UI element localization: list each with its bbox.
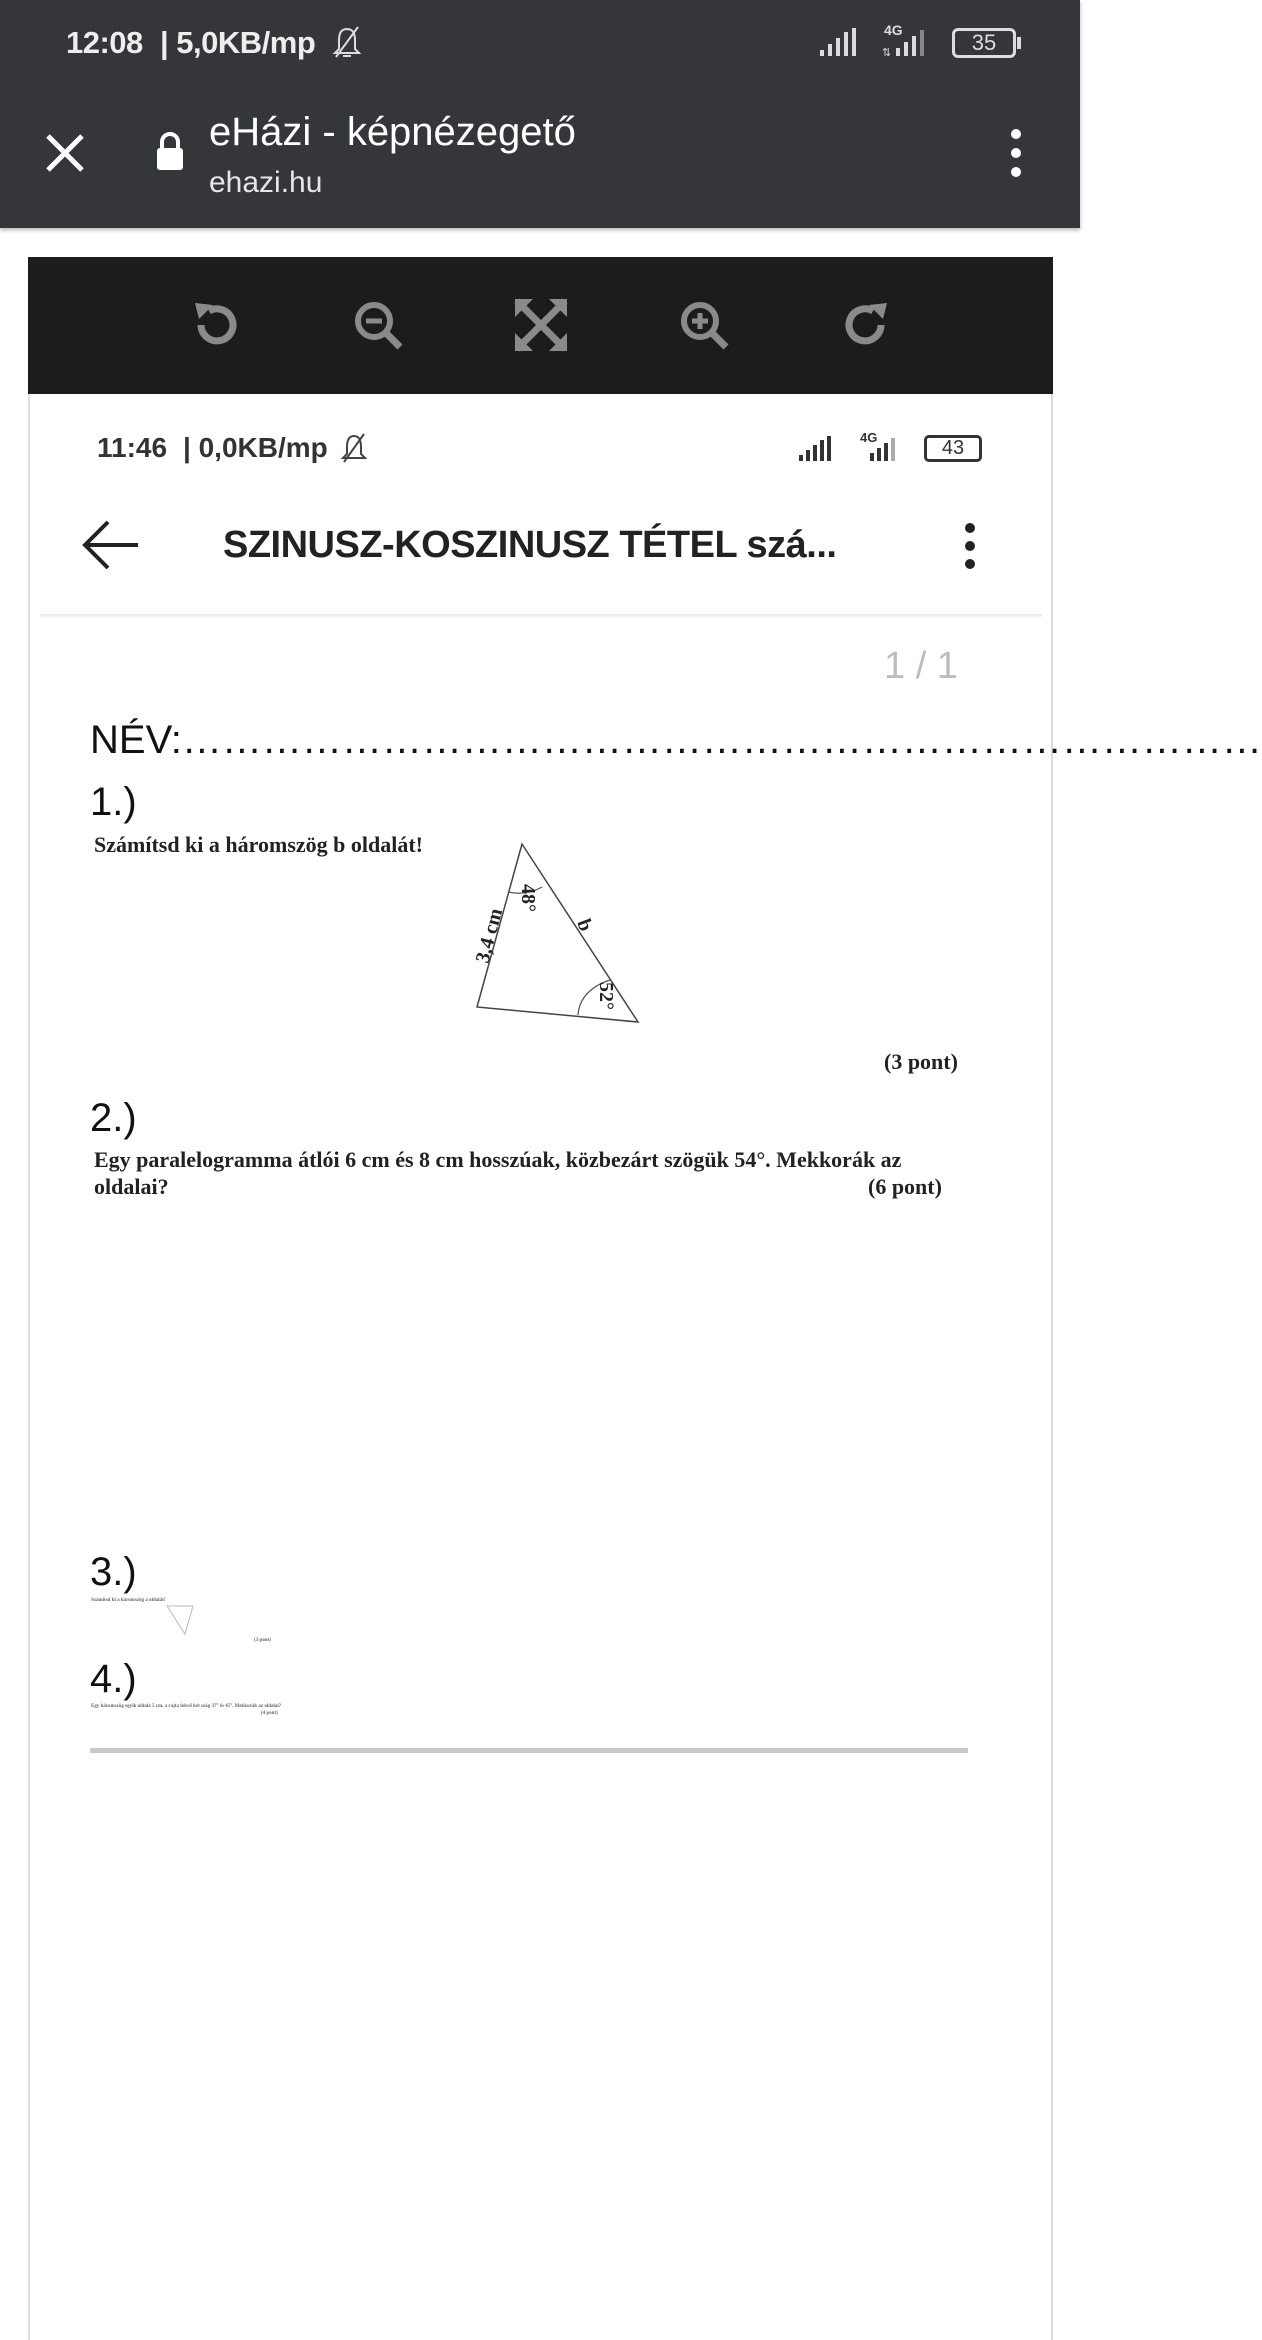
question-3-number: 3.) xyxy=(90,1550,137,1594)
back-arrow-icon[interactable] xyxy=(82,520,140,570)
rotate-left-icon[interactable] xyxy=(182,292,248,358)
bell-off-icon xyxy=(332,25,362,59)
browser-title: eHázi - képnézegető xyxy=(209,110,576,154)
side-left-label: 3,4 cm xyxy=(471,905,508,966)
zoom-out-icon[interactable] xyxy=(345,292,411,358)
question-3-points: (3 pont) xyxy=(254,1638,271,1643)
svg-text:⇅: ⇅ xyxy=(882,47,892,59)
question-4-text: Egy háromszög egyik oldala 5 cm, a rajta fekvő két szög 37° és 45°. Mekkorák az oldalai? xyxy=(91,1704,282,1709)
name-field-line: NÉV:……………………………………………………………………… xyxy=(90,718,1262,762)
browser-url[interactable]: ehazi.hu xyxy=(209,166,323,199)
battery-icon xyxy=(952,28,1016,58)
side-b-label: b xyxy=(572,916,597,935)
inner-battery-level: 43 xyxy=(941,437,965,459)
signal-4g-icon xyxy=(882,28,938,58)
question-2-points: (6 pont) xyxy=(868,1174,942,1199)
page-counter: 1 / 1 xyxy=(884,645,958,687)
close-icon[interactable] xyxy=(44,132,86,174)
inner-signal-4g-icon xyxy=(856,436,906,462)
fit-screen-icon[interactable] xyxy=(508,292,574,358)
inner-status-time: 11:46 xyxy=(97,432,168,463)
question-1-number: 1.) xyxy=(90,780,137,824)
more-options-icon[interactable] xyxy=(1006,128,1026,178)
status-net-speed: | 5,0KB/mp xyxy=(160,25,316,60)
app-bar-divider xyxy=(40,614,1042,618)
signal-icon xyxy=(818,28,860,58)
inner-battery-icon xyxy=(924,435,982,462)
zoom-in-icon[interactable] xyxy=(671,292,737,358)
question-2-text-cont: oldalai? xyxy=(94,1174,169,1199)
inner-more-options-icon[interactable] xyxy=(960,522,980,570)
rotate-right-icon[interactable] xyxy=(834,292,900,358)
angle-bottom-label: 52° xyxy=(595,982,617,1010)
inner-bell-off-icon xyxy=(340,432,368,464)
question-1-points: (3 pont) xyxy=(884,1049,958,1074)
inner-network-type: 4G xyxy=(860,430,878,445)
question-4-number: 4.) xyxy=(90,1657,137,1701)
question-4-points: (4 pont) xyxy=(261,1711,278,1716)
image-viewer-toolbar xyxy=(28,257,1053,394)
browser-top-bar xyxy=(0,0,1080,228)
question-3-text: Számítsd ki a háromszög a oldalát! xyxy=(91,1598,166,1603)
lock-icon[interactable] xyxy=(154,130,186,172)
status-time: 12:08 xyxy=(66,25,143,60)
angle-top-label: 48° xyxy=(517,884,539,912)
inner-signal-icon xyxy=(797,436,835,462)
question-2-text: Egy paralelogramma átlói 6 cm és 8 cm hosszúak, közbezárt szögük 54°. Mekkorák az xyxy=(94,1147,902,1172)
document-title: SZINUSZ-KOSZINUSZ TÉTEL szá... xyxy=(223,524,837,566)
question-1-text: Számítsd ki a háromszög b oldalát! xyxy=(94,832,424,857)
inner-status-net: | 0,0KB/mp xyxy=(183,432,328,463)
question-2-number: 2.) xyxy=(90,1096,137,1140)
scrollbar-track[interactable] xyxy=(90,1748,968,1753)
network-type: 4G xyxy=(884,22,903,38)
battery-level: 35 xyxy=(971,30,997,55)
triangle-figure xyxy=(460,830,660,1030)
battery-tip xyxy=(1017,37,1021,49)
question-3-triangle xyxy=(165,1600,195,1638)
